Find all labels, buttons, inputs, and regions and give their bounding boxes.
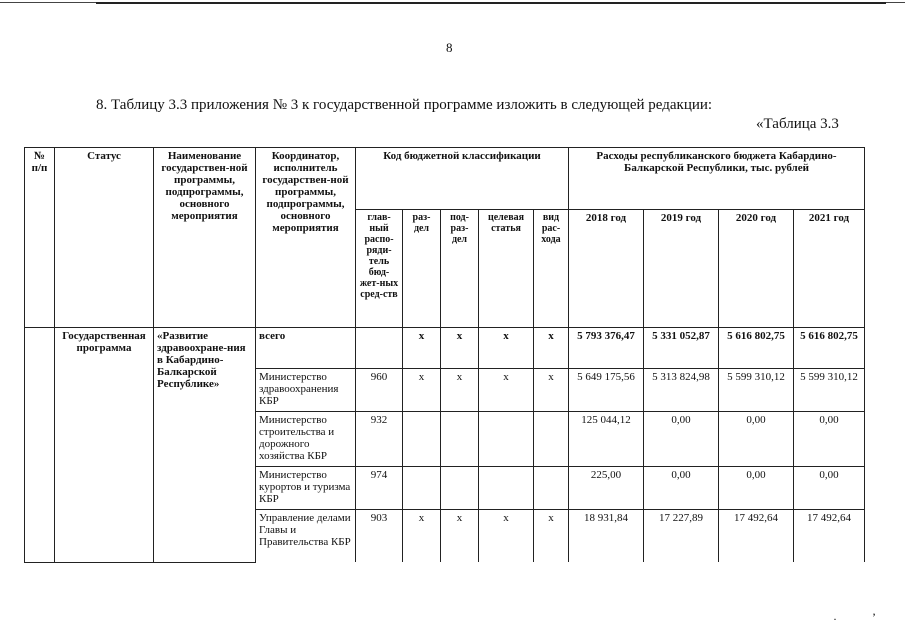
scan-edge-line-dark (96, 2, 886, 4)
header-num: № п/п (25, 148, 55, 328)
y2019-cell: 5 313 824,98 (644, 369, 719, 412)
y2020-cell: 0,00 (719, 467, 794, 510)
y2018-cell: 5 649 175,56 (569, 369, 644, 412)
coordinator-cell: Министерство строительства и дорожного хозяйства КБР (256, 412, 356, 467)
podrazdel-cell: х (441, 510, 479, 563)
status-cell: Государственная программа (55, 328, 154, 563)
header-budget-code: Код бюджетной классификации (356, 148, 569, 210)
y2020-cell: 0,00 (719, 412, 794, 467)
header-year-2021: 2021 год (794, 210, 865, 328)
y2021-cell: 17 492,64 (794, 510, 865, 563)
y2019-cell: 17 227,89 (644, 510, 719, 563)
header-name: Наименование государствен-ной программы, подпрограммы, основного мероприятия (154, 148, 256, 328)
y2021-cell: 0,00 (794, 467, 865, 510)
header-vid: вид рас-хода (534, 210, 569, 328)
program-name-cell: «Развитие здравоохране-ния в Кабардино-Балкарской Республике» (154, 328, 256, 563)
podrazdel-cell: х (441, 328, 479, 369)
vid-cell (534, 467, 569, 510)
y2021-cell: 0,00 (794, 412, 865, 467)
razdel-cell (403, 467, 441, 510)
header-podrazdel: под-раз-дел (441, 210, 479, 328)
header-razdel: раз-дел (403, 210, 441, 328)
header-statya: целевая статья (479, 210, 534, 328)
y2019-cell: 0,00 (644, 412, 719, 467)
coordinator-cell: всего (256, 328, 356, 369)
y2020-cell: 5 599 310,12 (719, 369, 794, 412)
y2019-cell: 0,00 (644, 467, 719, 510)
grbs-cell: 932 (356, 412, 403, 467)
statya-cell (479, 412, 534, 467)
header-status: Статус (55, 148, 154, 328)
coordinator-cell: Управление делами Главы и Правительства КБР (256, 510, 356, 563)
y2020-cell: 5 616 802,75 (719, 328, 794, 369)
y2021-cell: 5 599 310,12 (794, 369, 865, 412)
y2021-cell: 5 616 802,75 (794, 328, 865, 369)
podrazdel-cell (441, 412, 479, 467)
vid-cell: х (534, 369, 569, 412)
coordinator-cell: Министерство курортов и туризма КБР (256, 467, 356, 510)
podrazdel-cell (441, 467, 479, 510)
statya-cell (479, 467, 534, 510)
vid-cell (534, 412, 569, 467)
razdel-cell: х (403, 369, 441, 412)
scan-speck: ’ (872, 610, 876, 624)
header-expenses: Расходы республиканского бюджета Кабардино-Балкарской Республики, тыс. рублей (569, 148, 865, 210)
num-cell (25, 328, 55, 563)
table-label: «Таблица 3.3 (756, 116, 839, 132)
y2018-cell: 5 793 376,47 (569, 328, 644, 369)
header-year-2020: 2020 год (719, 210, 794, 328)
header-year-2019: 2019 год (644, 210, 719, 328)
grbs-cell: 903 (356, 510, 403, 563)
header-year-2018: 2018 год (569, 210, 644, 328)
header-coordinator: Координатор, исполнитель государствен-ной программы, подпрограммы, основного мероприятия (256, 148, 356, 328)
scan-speck: · (833, 612, 837, 626)
y2018-cell: 125 044,12 (569, 412, 644, 467)
y2020-cell: 17 492,64 (719, 510, 794, 563)
y2018-cell: 18 931,84 (569, 510, 644, 563)
vid-cell: х (534, 510, 569, 563)
podrazdel-cell: х (441, 369, 479, 412)
page-number: 8 (446, 40, 453, 55)
instruction-text: 8. Таблицу 3.3 приложения № 3 к государственной программе изложить в следующей редакции: (96, 97, 713, 113)
y2019-cell: 5 331 052,87 (644, 328, 719, 369)
razdel-cell: х (403, 328, 441, 369)
header-grbs: глав-ный распо-ряди-тель бюд-жет-ных сред-ств (356, 210, 403, 328)
statya-cell: х (479, 328, 534, 369)
y2018-cell: 225,00 (569, 467, 644, 510)
razdel-cell (403, 412, 441, 467)
grbs-cell: 960 (356, 369, 403, 412)
coordinator-cell: Министерство здравоохранения КБР (256, 369, 356, 412)
budget-table (24, 147, 865, 563)
grbs-cell: 974 (356, 467, 403, 510)
statya-cell: х (479, 369, 534, 412)
razdel-cell: х (403, 510, 441, 563)
statya-cell: х (479, 510, 534, 563)
grbs-cell (356, 328, 403, 369)
vid-cell: х (534, 328, 569, 369)
table-row (25, 328, 865, 369)
